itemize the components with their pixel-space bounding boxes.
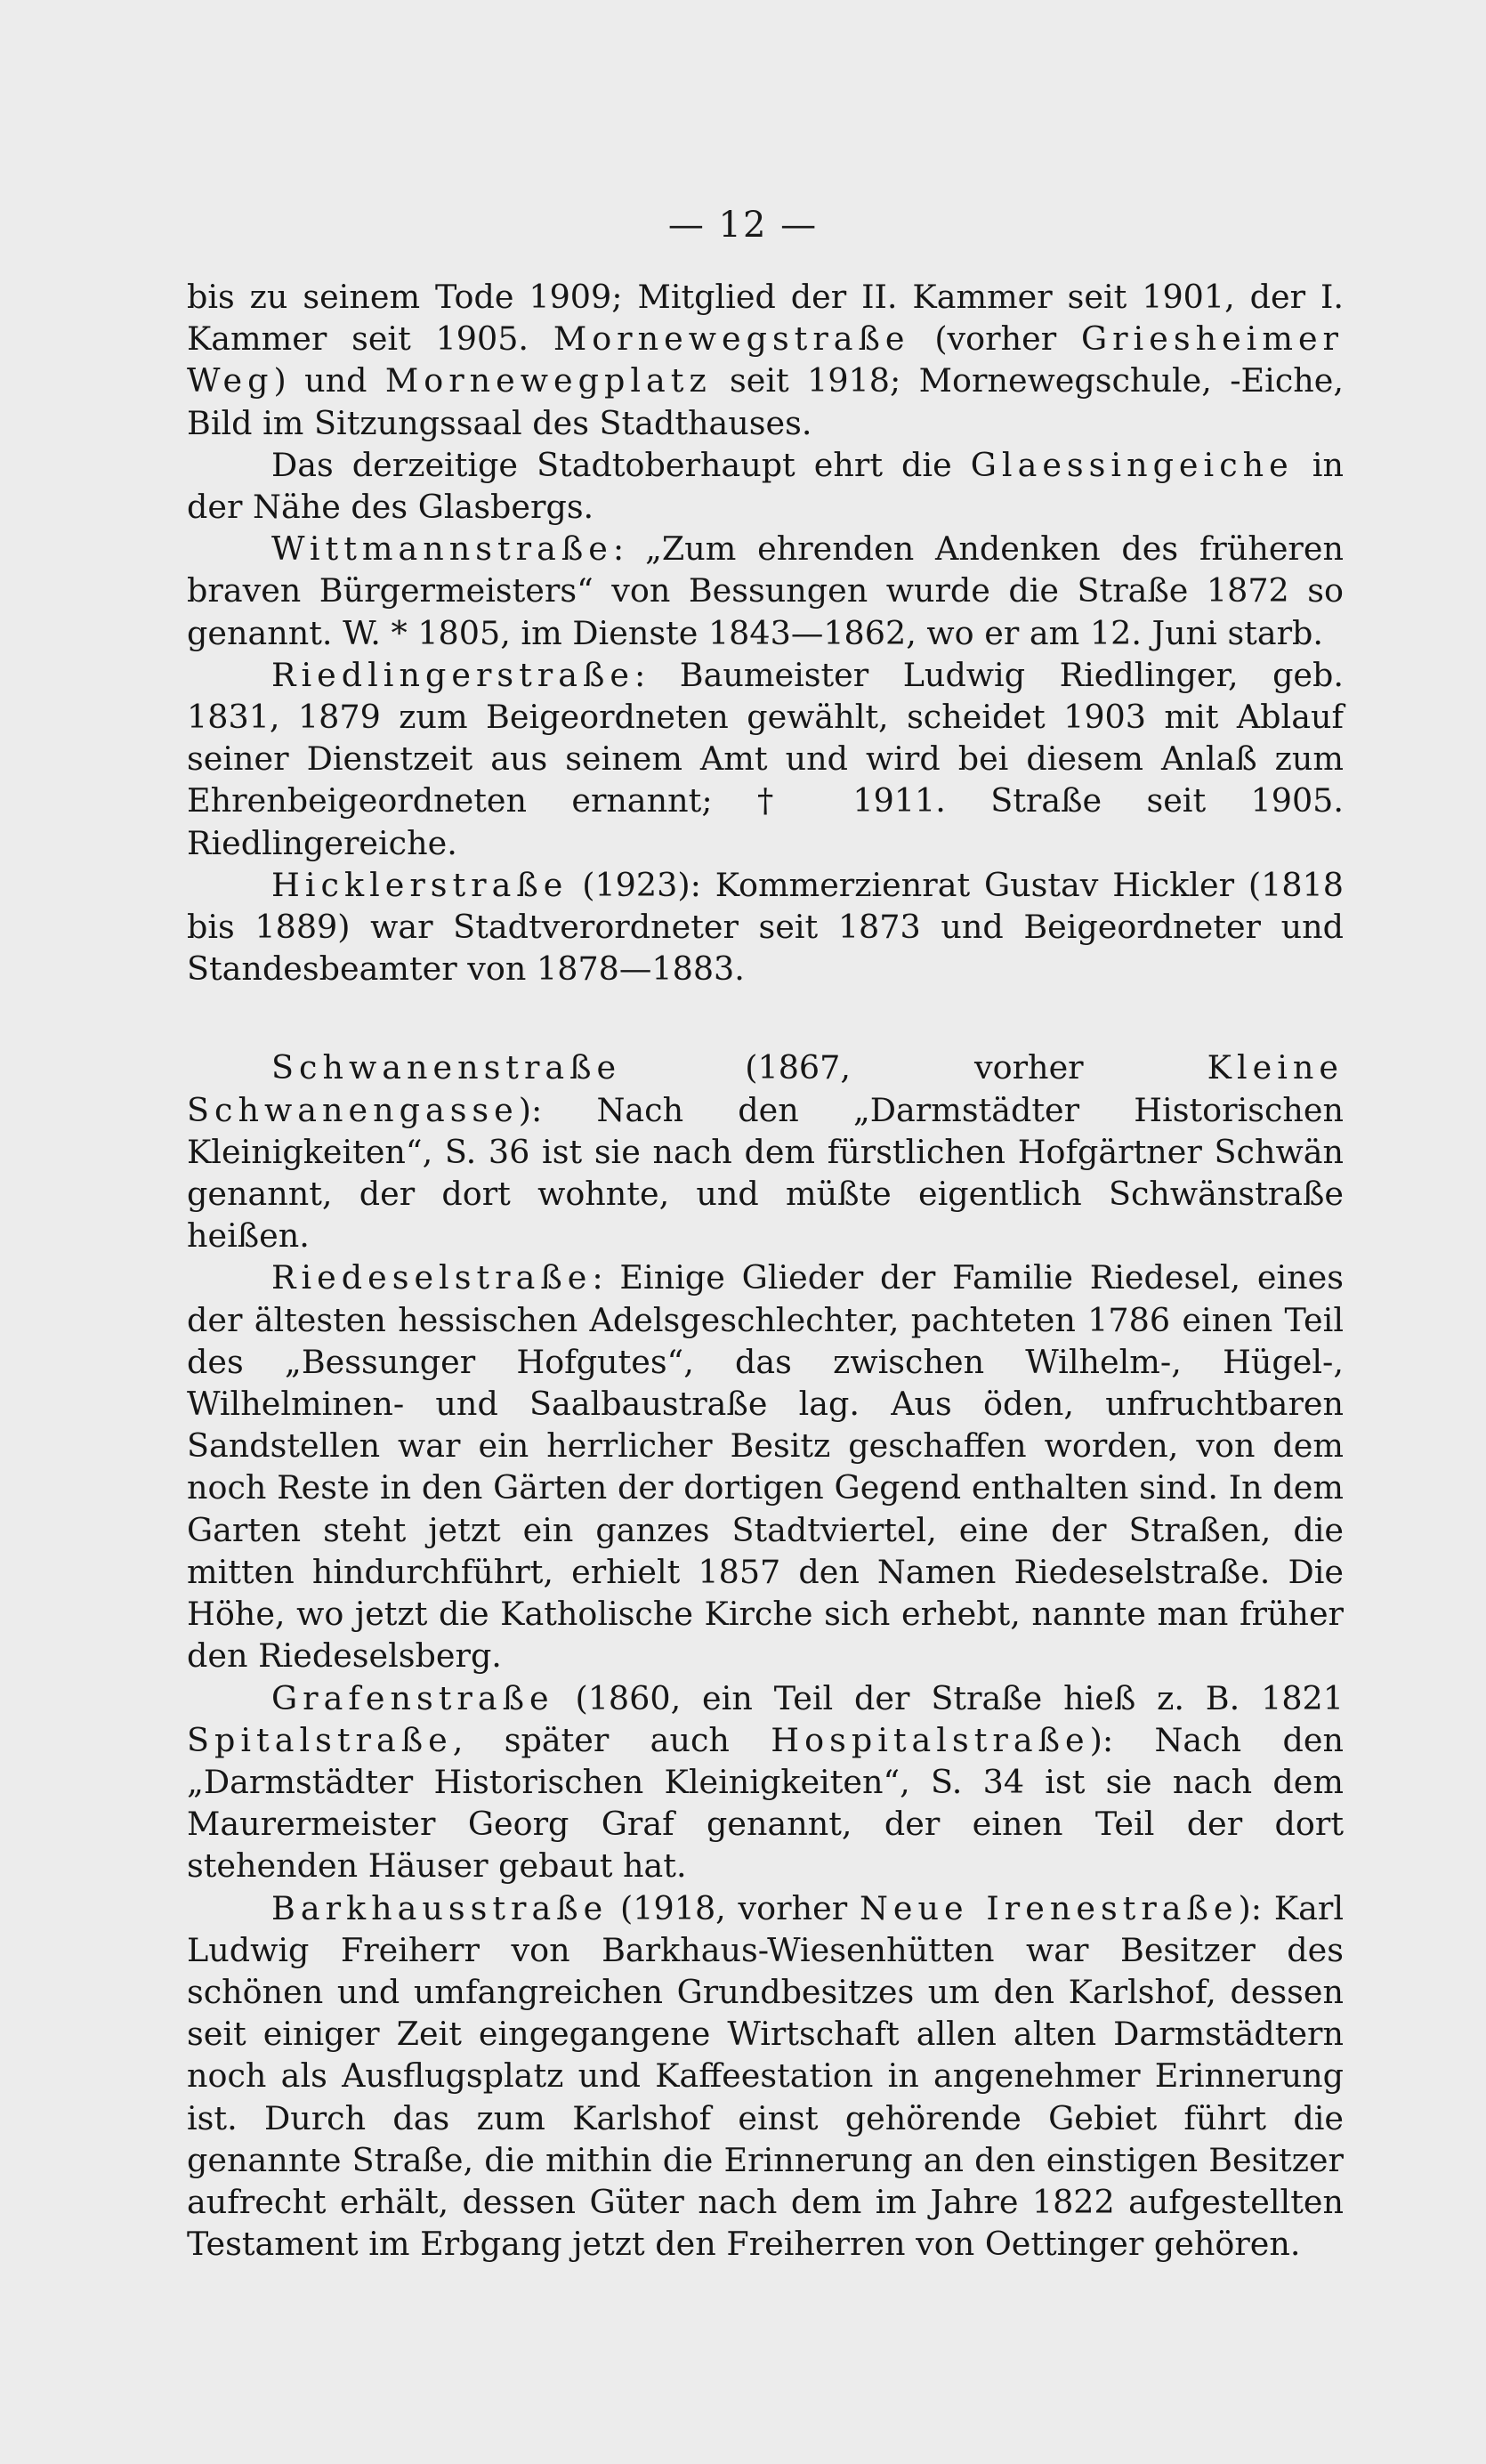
street-name: Hospitalstraße xyxy=(771,1720,1090,1759)
text-run: (1860, ein Teil der Straße hieß z. B. 1821 xyxy=(553,1678,1344,1717)
text-run: ): Nach den „Darmstädter Historischen Kleinigkeiten“, S. 34 ist sie nach dem Maurermeister Georg Graf genannt, der einen Teil der dort stehenden Häuser gebaut hat. xyxy=(187,1720,1344,1886)
text-run: ): Nach den „Darmstädter Historischen Kleinigkeiten“, S. 36 ist sie nach dem fürstlichen Hofgärtner Schwän genannt, der dort wohnte, und müßte eigentlich Schwänstraße heißen. xyxy=(187,1090,1344,1256)
text-run: in der Nähe des Glasbergs. xyxy=(187,445,1344,527)
text-run: , später auch xyxy=(452,1720,771,1759)
text-run: Das derzeitige Stadtoberhaupt ehrt die xyxy=(271,445,971,484)
street-name: Riedeselstraße xyxy=(271,1258,593,1297)
paragraph-p8 xyxy=(187,1677,1344,1887)
text-run: bis zu seinem Tode 1909; Mitglied der II. Kammer seit 1901, der I. Kammer seit 1905. xyxy=(187,278,1344,359)
street-name: Mornewegplatz xyxy=(384,361,712,400)
text-run: (1918, vorher xyxy=(608,1888,860,1927)
text-run: (1923): Kommerzienrat Gustav Hickler (1818 bis 1889) war Stadtverordneter seit 1873 und Beigeordneter und Standesbeamter von 1878—1883. xyxy=(187,865,1344,989)
text-run: : „Zum ehrenden Andenken des früheren braven Bürgermeisters“ von Bessungen wurde die Straße 1872 so genannt. W. * 1805, im Dienste 1843—1862, wo er am 12. Juni starb. xyxy=(187,529,1344,652)
text-run: ) und xyxy=(273,361,385,400)
street-name: Riedlingerstraße xyxy=(271,655,634,694)
paragraph-p6 xyxy=(187,1046,1344,1256)
street-name: Barkhausstraße xyxy=(271,1888,609,1927)
street-name: Wittmannstraße xyxy=(271,529,613,569)
street-name: Griesheimer Weg xyxy=(187,319,1345,400)
paragraph-p7 xyxy=(187,1256,1344,1676)
street-name: Schwanenstraße xyxy=(271,1048,622,1087)
page-number: — 12 — xyxy=(667,205,819,246)
section-gap xyxy=(187,990,1344,1046)
text-run: : Baumeister Ludwig Riedlinger, geb. 1831, 1879 zum Beigeordneten gewählt, scheidet 1903 mit Ablauf seiner Dienstzeit aus seinem Amt und wird bei diesem Anlaß zum Ehrenbeigeordneten ernannt; † 1911. Straße seit 1905. Riedlingereiche. xyxy=(187,655,1344,862)
text-run: : Einige Glieder der Familie Riedesel, eines der ältesten hessischen Adelsgeschlechter, pachteten 1786 einen Teil des „Bessunger Hofgutes“, das zwischen Wilhelm-, Hügel-, Wilhelminen- und Saalbaustraße lag. Aus öden, unfruchtbaren Sandstellen war ein herrlicher Besitz geschaffen worden, von dem noch Reste in den Gärten der dortigen Gegend enthalten sind. In dem Garten steht jetzt ein ganzes Stadtviertel, eine der Straßen, die mitten hindurchführt, erhielt 1857 den Namen Riedeselstraße. Die Höhe, wo jetzt die Katholische Kirche sich erhebt, nannte man früher den Riedeselsberg. xyxy=(187,1258,1344,1676)
text-run: (1867, vorher xyxy=(621,1048,1207,1087)
street-name: Kleine Schwanengasse xyxy=(187,1048,1344,1129)
paragraph-p4 xyxy=(187,654,1344,864)
paragraph-p5 xyxy=(187,864,1344,990)
street-name: Mornewegstraße xyxy=(553,319,910,359)
paragraph-p1 xyxy=(187,276,1344,444)
text-run: (vorher xyxy=(909,319,1081,359)
paragraph-p2 xyxy=(187,444,1344,528)
paragraph-p9 xyxy=(187,1887,1344,2266)
text-run: seit 1918; Mornewegschule, -Eiche, Bild im Sitzungssaal des Stadthauses. xyxy=(187,361,1344,442)
street-name: Hicklerstraße xyxy=(271,865,569,904)
street-name: Glaessingeiche xyxy=(970,445,1294,484)
street-name: Spitalstraße xyxy=(187,1720,453,1759)
paragraph-p3 xyxy=(187,528,1344,654)
body-text xyxy=(187,276,1344,2265)
street-name: Neue Irenestraße xyxy=(859,1888,1239,1927)
text-run: ): Karl Ludwig Freiherr von Barkhaus-Wiesenhütten war Besitzer des schönen und umfangreichen Grundbesitzes um den Karlshof, dessen seit einiger Zeit eingegangene Wirtschaft allen alten Darmstädtern noch als Ausflugsplatz und Kaffeestation in angenehmer Erinnerung ist. Durch das zum Karlshof einst gehörende Gebiet führt die genannte Straße, die mithin die Erinnerung an den einstigen Besitzer aufrecht erhält, dessen Güter nach dem im Jahre 1822 aufgestellten Testament im Erbgang jetzt den Freiherren von Oettinger gehören. xyxy=(187,1888,1344,2264)
street-name: Grafenstraße xyxy=(271,1678,554,1717)
